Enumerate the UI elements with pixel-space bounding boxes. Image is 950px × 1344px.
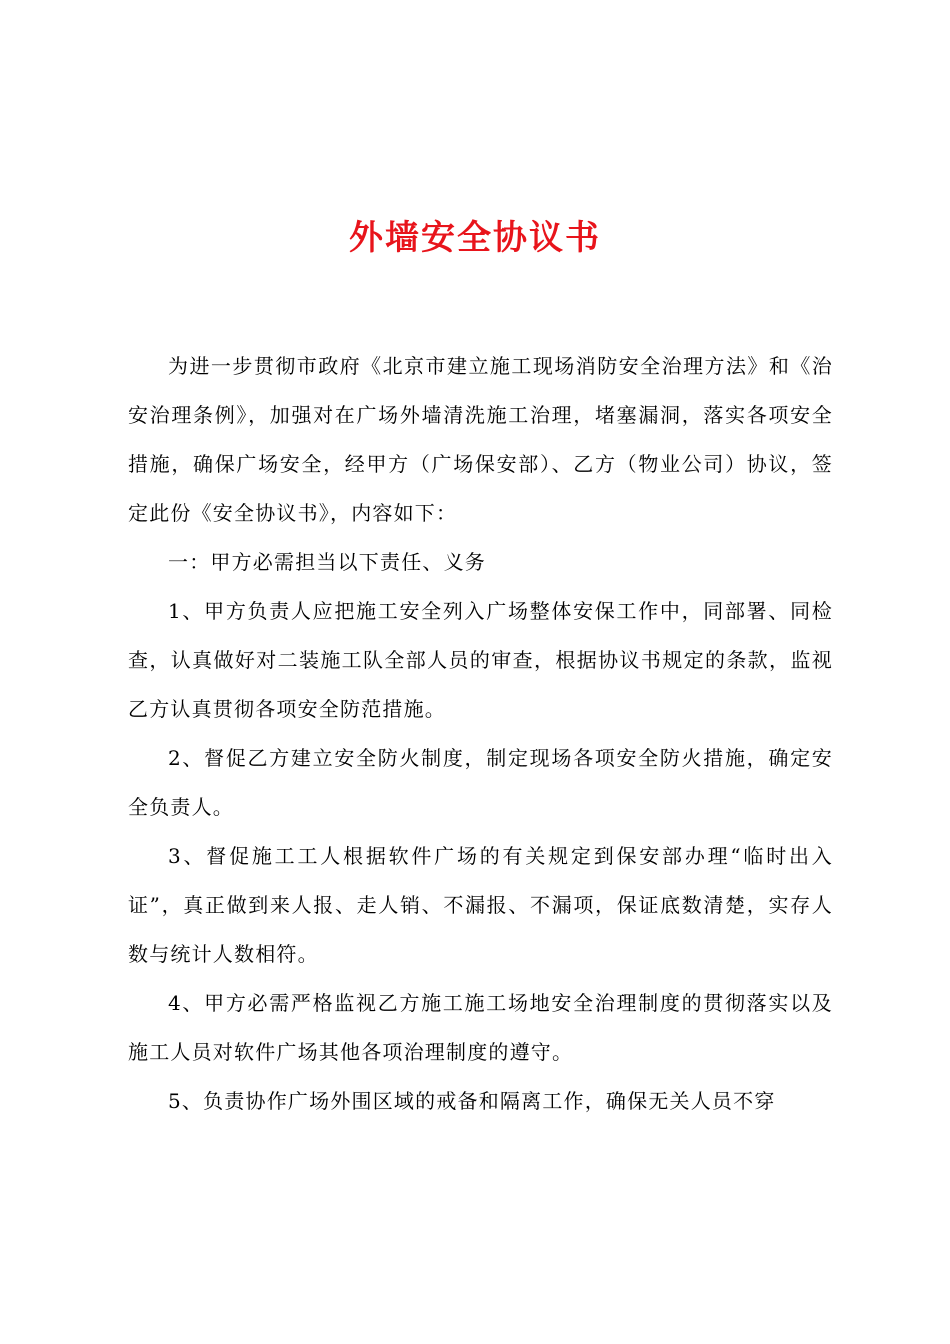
document-title: 外墙安全协议书 <box>349 218 601 258</box>
intro-paragraph: 为进一步贯彻市政府《北京市建立施工现场消防安全治理方法》和《治安治理条例》，加强对在广场外墙清洗施工治理，堵塞漏洞，落实各项安全措施，确保广场安全，经甲方（广场保安部）、乙方（物业公司）协议，签定此份《安全协议书》，内容如下： <box>128 354 833 525</box>
document-body <box>128 342 833 1126</box>
clause-2: 2、督促乙方建立安全防火制度，制定现场各项安全防火措施，确定安全负责人。 <box>128 746 833 819</box>
clause-3: 3、督促施工工人根据软件广场的有关规定到保安部办理“临时出入证”，真正做到来人报、走人销、不漏报、不漏项，保证底数清楚，实存人数与统计人数相符。 <box>128 844 833 966</box>
clause-5: 5、负责协作广场外围区域的戒备和隔离工作，确保无关人员不穿 <box>168 1089 776 1113</box>
clause-4: 4、甲方必需严格监视乙方施工施工场地安全治理制度的贯彻落实以及施工人员对软件广场其他各项治理制度的遵守。 <box>128 991 833 1064</box>
clause-1: 1、甲方负责人应把施工安全列入广场整体安保工作中，同部署、同检查，认真做好对二装施工队全部人员的审查，根据协议书规定的条款，监视乙方认真贯彻各项安全防范措施。 <box>128 599 833 721</box>
section-heading-party-a: 一：甲方必需担当以下责任、义务 <box>168 550 486 574</box>
